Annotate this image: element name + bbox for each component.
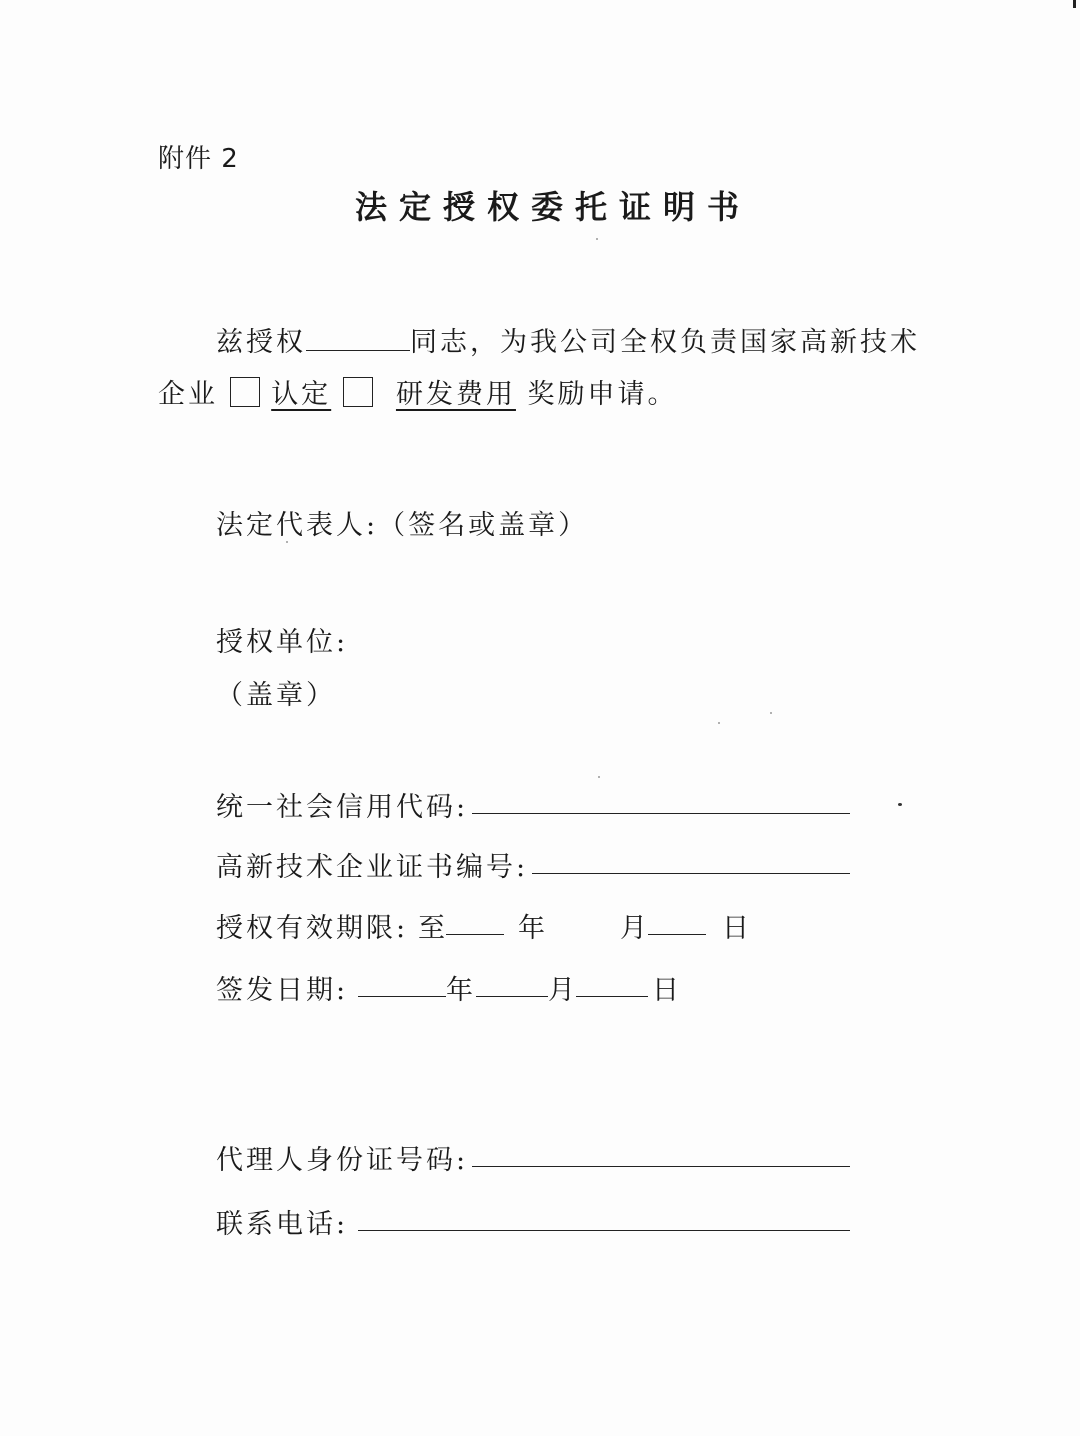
attachment-label: 附件 2 <box>158 144 239 174</box>
scan-speck <box>898 803 902 806</box>
validity-label: 授权有效期限: <box>216 913 409 944</box>
issue-month-unit: 月 <box>548 975 578 1006</box>
issue-year-unit: 年 <box>446 975 476 1006</box>
application-suffix: 奖励申请。 <box>527 379 678 410</box>
certificate-number-label: 高新技术企业证书编号: <box>216 852 529 883</box>
validity-year-field[interactable] <box>446 934 504 935</box>
authorizing-unit-label: 授权单位: <box>216 627 349 658</box>
legal-representative-label: 法定代表人:（签名或盖章） <box>216 510 589 541</box>
phone-field[interactable] <box>358 1230 850 1231</box>
scan-speck <box>596 238 598 240</box>
validity-day-unit: 日 <box>722 913 752 944</box>
authorize-suffix: 同志，为我公司全权负责国家高新技术 <box>410 327 920 358</box>
agent-id-field[interactable] <box>472 1166 850 1167</box>
authorization-line-2 <box>158 372 678 411</box>
scan-speck <box>286 541 288 543</box>
scan-speck <box>770 712 772 714</box>
scan-speck <box>598 776 600 778</box>
issue-date-label: 签发日期: <box>216 975 349 1006</box>
phone-label: 联系电话: <box>216 1209 349 1240</box>
scan-edge-mark <box>1073 0 1076 8</box>
rd-expense-checkbox[interactable] <box>343 377 373 407</box>
validity-day-field[interactable] <box>648 934 706 935</box>
validity-to: 至 <box>418 913 448 944</box>
issue-day-unit: 日 <box>652 975 682 1006</box>
validity-month-unit: 月 <box>620 913 650 944</box>
recognition-option-label: 认定 <box>271 379 332 410</box>
rd-expense-option-label: 研发费用 <box>395 379 516 410</box>
authorization-line-1 <box>216 320 920 359</box>
validity-year-unit: 年 <box>518 913 548 944</box>
issue-year-field[interactable] <box>358 996 446 997</box>
seal-label: （盖章） <box>216 680 336 711</box>
authorize-prefix: 兹授权 <box>216 327 306 358</box>
issue-month-field[interactable] <box>476 996 548 997</box>
authorized-person-blank[interactable] <box>306 326 410 351</box>
credit-code-field[interactable] <box>472 813 850 814</box>
agent-id-label: 代理人身份证号码: <box>216 1145 469 1176</box>
enterprise-label: 企业 <box>158 379 218 410</box>
issue-day-field[interactable] <box>576 996 648 997</box>
certificate-number-field[interactable] <box>532 873 850 874</box>
scan-speck <box>718 722 720 724</box>
credit-code-label: 统一社会信用代码: <box>216 792 469 823</box>
document-title: 法定授权委托证明书 <box>355 188 752 226</box>
recognition-checkbox[interactable] <box>230 377 260 407</box>
